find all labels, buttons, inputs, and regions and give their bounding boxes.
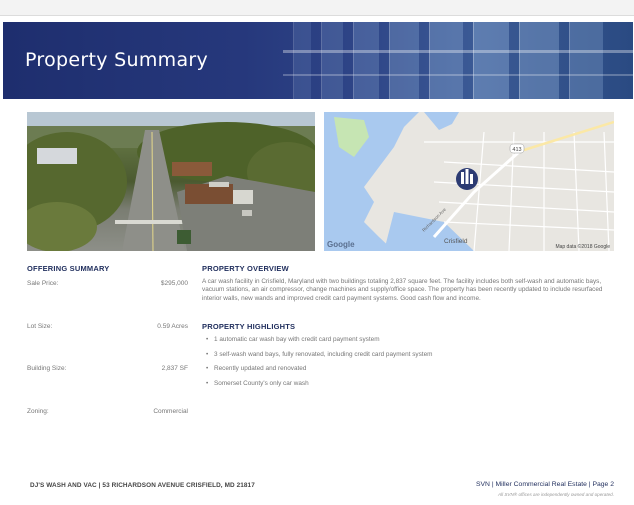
footer-brand-page: SVN | Miller Commercial Real Estate | Page 2 [475, 481, 614, 488]
map-place-label: Crisfield [444, 238, 468, 245]
property-overview-heading: PROPERTY OVERVIEW [202, 264, 289, 273]
map-attribution: Map data ©2018 Google [555, 244, 610, 250]
footer-address: DJ'S WASH AND VAC | 53 RICHARDSON AVENUE CRISFIELD, MD 21817 [30, 482, 255, 489]
list-item: • 3 self-wash wand bays, fully renovated, including credit card payment system [210, 351, 432, 366]
map-street-label: Richardson Ave [421, 206, 447, 233]
google-logo: Google [327, 240, 355, 249]
offering-summary-heading: OFFERING SUMMARY [27, 264, 110, 273]
page-title: Property Summary [25, 49, 209, 71]
building-size-value: 2,837 SF [161, 365, 188, 372]
list-item: • Somerset County's only car wash [210, 380, 432, 395]
property-highlights-list [210, 336, 432, 394]
zoning-value: Commercial [153, 408, 188, 415]
lot-size-value: 0.59 Acres [157, 323, 188, 330]
property-overview-text: A car wash facility in Crisfield, Maryland with two buildings totaling 2,837 square feet. The facility includes both self-wash and automatic bays, vacuum stations, an air compressor, change machines and supply/office space. The property has been recently updated to include resurfaced interior walls, new wands and improved credit card payment systems. Good cash flow and income. [202, 278, 603, 302]
lot-size-label: Lot Size: [27, 323, 53, 330]
property-aerial-photo [27, 112, 315, 251]
map-illustration [324, 112, 614, 251]
sale-price-label: Sale Price: [27, 280, 59, 287]
top-strip [0, 0, 634, 16]
zoning-label: Zoning: [27, 408, 49, 415]
aerial-photo-illustration [27, 112, 315, 251]
building-size-label: Building Size: [27, 365, 67, 372]
list-item: • 1 automatic car wash bay with credit card payment system [210, 336, 432, 351]
sale-price-value: $295,000 [160, 280, 188, 287]
location-marker-icon [456, 168, 478, 190]
list-item: • Recently updated and renovated [210, 365, 432, 380]
footer-disclaimer: All SVN® offices are independently owned and operated. [497, 492, 614, 497]
property-highlights-heading: PROPERTY HIGHLIGHTS [202, 322, 296, 331]
route-shield-label: 413 [512, 147, 522, 153]
location-map[interactable] [324, 112, 614, 251]
header-banner [3, 22, 633, 99]
